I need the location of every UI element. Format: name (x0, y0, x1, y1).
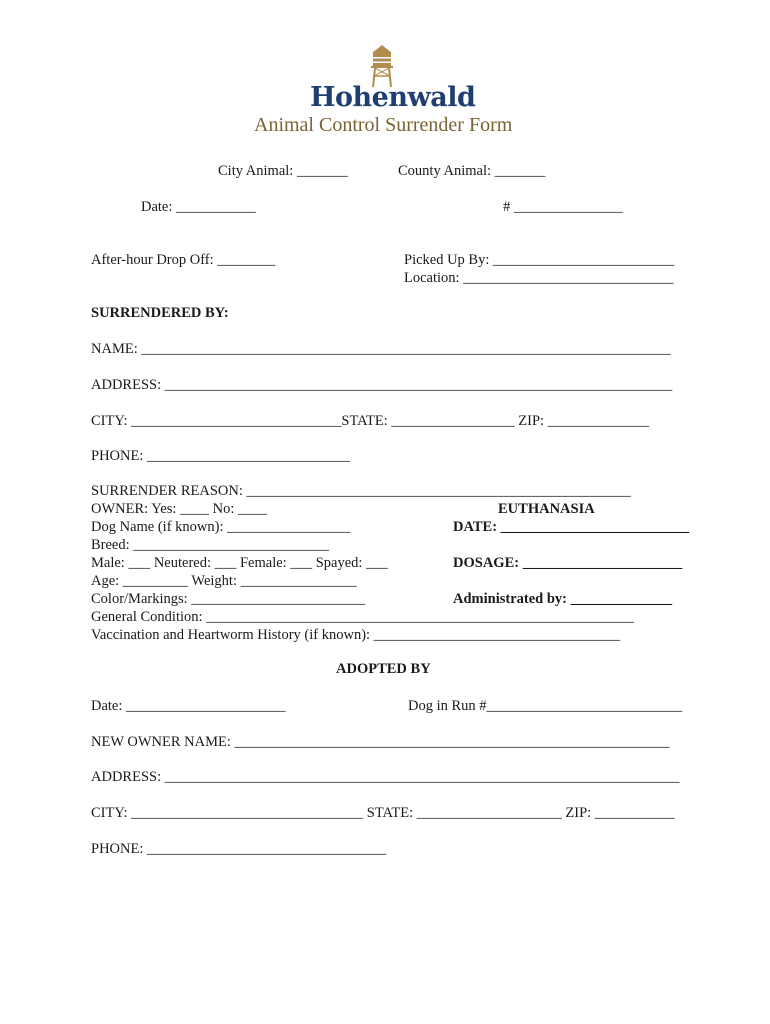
age-weight-field: Age: _________ Weight: ________________ (91, 573, 357, 589)
logo-wordmark: Hohenwald (310, 82, 476, 113)
date-field: Date: ___________ (141, 199, 256, 215)
number-field: # _______________ (503, 199, 623, 215)
euthanasia-date-field: DATE: __________________________ (453, 519, 690, 535)
name-field: NAME: _________________________________________________________________________ (91, 341, 671, 357)
location-field: Location: _____________________________ (404, 270, 674, 286)
phone-field: PHONE: ____________________________ (91, 448, 350, 464)
picked-up-by-field: Picked Up By: _________________________ (404, 252, 675, 268)
dosage-field: DOSAGE: ______________________ (453, 555, 683, 571)
adopted-date-field: Date: ______________________ (91, 698, 286, 714)
administered-by-field: Administrated by: ______________ (453, 591, 673, 607)
color-markings-field: Color/Markings: ________________________ (91, 591, 366, 607)
surrender-reason-field: SURRENDER REASON: _____________________________________________________ (91, 483, 631, 499)
city-state-zip-field: CITY: _____________________________STATE: _________________ ZIP: ______________ (91, 413, 650, 429)
sex-field: Male: ___ Neutered: ___ Female: ___ Spayed: ___ (91, 555, 388, 571)
adopted-address-field: ADDRESS: _______________________________________________________________________ (91, 769, 680, 785)
adopted-heading: ADOPTED BY (336, 661, 431, 677)
dog-name-field: Dog Name (if known): _________________ (91, 519, 351, 535)
vaccination-field: Vaccination and Heartworm History (if known): __________________________________ (91, 627, 621, 643)
dog-in-run-field: Dog in Run #___________________________ (408, 698, 683, 714)
surrendered-heading: SURRENDERED BY: (91, 305, 229, 321)
adopted-phone-field: PHONE: _________________________________ (91, 841, 387, 857)
new-owner-name-field: NEW OWNER NAME: ____________________________________________________________ (91, 734, 670, 750)
breed-field: Breed: ___________________________ (91, 537, 330, 553)
euthanasia-heading: EUTHANASIA (498, 501, 595, 517)
after-hour-field: After-hour Drop Off: ________ (91, 252, 276, 268)
adopted-city-state-zip-field: CITY: ________________________________ STATE: ____________________ ZIP: ___________ (91, 805, 675, 821)
city-animal-field: City Animal: _______ (218, 163, 348, 179)
general-condition-field: General Condition: ___________________________________________________________ (91, 609, 634, 625)
form-title: Animal Control Surrender Form (254, 114, 513, 136)
county-animal-field: County Animal: _______ (398, 163, 546, 179)
owner-field: OWNER: Yes: ____ No: ____ (91, 501, 268, 517)
address-field: ADDRESS: ______________________________________________________________________ (91, 377, 673, 393)
